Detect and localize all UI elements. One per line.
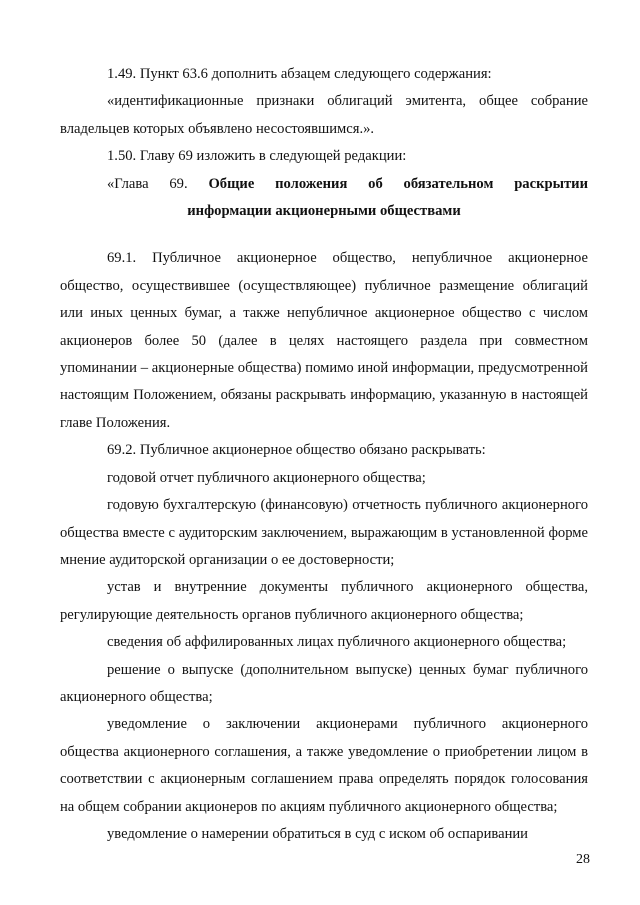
paragraph-1-49: 1.49. Пункт 63.6 дополнить абзацем следующего содержания: [107,66,492,82]
page-number: 28 [576,852,590,867]
list-item-charter: устав и внутренние документы публичного акционерного общества, регулирующие деятельность органов публичного акционерного общества; [60,579,588,623]
chapter-prefix: «Глава 69. [107,175,188,192]
list-item-shareholder-agreement: уведомление о заключении акционерами публичного акционерного общества акционерного соглашения, а также уведомление о приобретении лицом в соответствии с акционерным соглашением права определять порядок голосования на общем собрании акционеров по акциям публичного акционерного общества; [60,716,588,815]
paragraph-quote-identification: «идентификационные признаки облигаций эмитента, общее собрание владельцев которых объявлено несостоявшимся.». [60,93,588,137]
chapter-heading [60,171,588,198]
list-item-annual-report: годовой отчет публичного акционерного общества; [107,469,426,486]
chapter-title-line2: информации акционерными обществами [187,203,461,220]
list-item-financial-statements: годовую бухгалтерскую (финансовую) отчетность публичного акционерного общества вместе с аудиторским заключением, выражающим в установленной форме мнение аудиторской организации о ее достоверности; [60,497,588,568]
list-item-court-notice: уведомление о намерении обратиться в суд с иском об оспаривании [107,825,528,842]
paragraph-1-50: 1.50. Главу 69 изложить в следующей редакции: [107,148,407,165]
paragraph-69-1: 69.1. Публичное акционерное общество, непубличное акционерное общество, осуществившее (осуществляющее) публичное размещение облигаций или иных ценных бумаг, а также непубличное акционерное общество с числом акционеров более 50 (далее в целях настоящего раздела при совместном упоминании – акционерные общества) помимо иной информации, предусмотренной настоящим Положением, обязаны раскрывать информацию, указанную в настоящей главе Положения. [60,250,588,431]
paragraph-69-2: 69.2. Публичное акционерное общество обязано раскрывать: [107,442,486,459]
list-item-issue-decision: решение о выпуске (дополнительном выпуске) ценных бумаг публичного акционерного общества; [60,661,588,705]
document-body [60,61,588,848]
list-item-affiliates: сведения об аффилированных лицах публичного акционерного общества; [107,634,567,651]
chapter-title-line1: Общие положения об обязательном раскрытии [208,175,588,192]
spacer [60,225,588,245]
